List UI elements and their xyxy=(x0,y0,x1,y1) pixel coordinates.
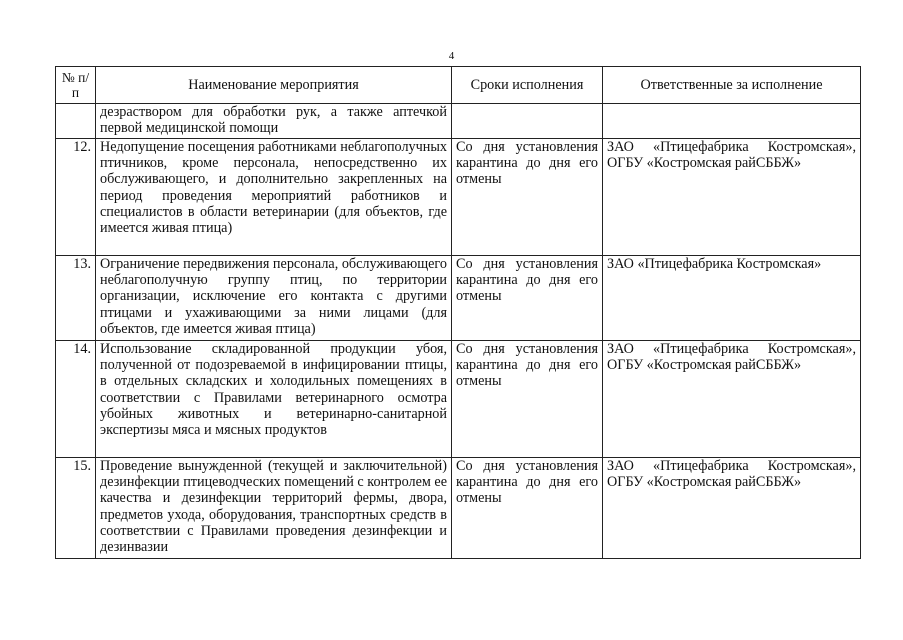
cell-num: 12. xyxy=(56,139,96,256)
cell-term: Со дня установления карантина до дня его отмены xyxy=(452,341,603,458)
cell-name: дезраствором для обработки рук, а также аптечкой первой медицинской помощи xyxy=(96,104,452,139)
table-row xyxy=(56,458,861,559)
cell-num: 13. xyxy=(56,256,96,341)
table-row-continuation xyxy=(56,104,861,139)
table-row xyxy=(56,341,861,458)
cell-responsible: ЗАО «Птицефабрика Костромская», ОГБУ «Костромская райСББЖ» xyxy=(603,458,861,559)
cell-name: Недопущение посещения работниками неблагополучных птичников, кроме персонала, непосредственно их обслуживающего, и дополнительно закрепленных на период проведения мероприятий работников и специалистов в области ветеринарии (для объектов, где имеется живая птица) xyxy=(96,139,452,256)
cell-responsible: ЗАО «Птицефабрика Костромская», ОГБУ «Костромская райСББЖ» xyxy=(603,341,861,458)
cell-num: 14. xyxy=(56,341,96,458)
cell-responsible: ЗАО «Птицефабрика Костромская» xyxy=(603,256,861,341)
header-responsible: Ответственные за исполнение xyxy=(603,67,861,104)
table-header-row xyxy=(56,67,861,104)
table-row xyxy=(56,139,861,256)
cell-responsible: ЗАО «Птицефабрика Костромская», ОГБУ «Костромская райСББЖ» xyxy=(603,139,861,256)
measures-table xyxy=(55,66,861,559)
cell-num xyxy=(56,104,96,139)
cell-term: Со дня установления карантина до дня его отмены xyxy=(452,458,603,559)
header-num: № п/п xyxy=(56,67,96,104)
cell-term: Со дня установления карантина до дня его отмены xyxy=(452,139,603,256)
cell-responsible xyxy=(603,104,861,139)
cell-name: Использование складированной продукции убоя, полученной от подозреваемой в инфицировании птицы, в отдельных складских и холодильных помещениях в соответствии с Правилами ветеринарного осмотра убойных животных и ветеринарно-санитарной экспертизы мяса и мясных продуктов xyxy=(96,341,452,458)
cell-term xyxy=(452,104,603,139)
table-row xyxy=(56,256,861,341)
cell-name: Ограничение передвижения персонала, обслуживающего неблагополучную группу птиц, по территории организации, исключение его контакта с другими птицами и ухаживающими за ними лицами (для объектов, где имеется живая птица) xyxy=(96,256,452,341)
cell-name: Проведение вынужденной (текущей и заключительной) дезинфекции птицеводческих помещений с контролем ее качества и дезинфекции территорий фермы, двора, предметов ухода, оборудования, транспортных средств в соответствии с Правилами проведения дезинфекции и дезинвазии xyxy=(96,458,452,559)
cell-term: Со дня установления карантина до дня его отмены xyxy=(452,256,603,341)
page-number: 4 xyxy=(448,50,455,62)
header-term: Сроки исполнения xyxy=(452,67,603,104)
cell-num: 15. xyxy=(56,458,96,559)
header-name: Наименование мероприятия xyxy=(96,67,452,104)
